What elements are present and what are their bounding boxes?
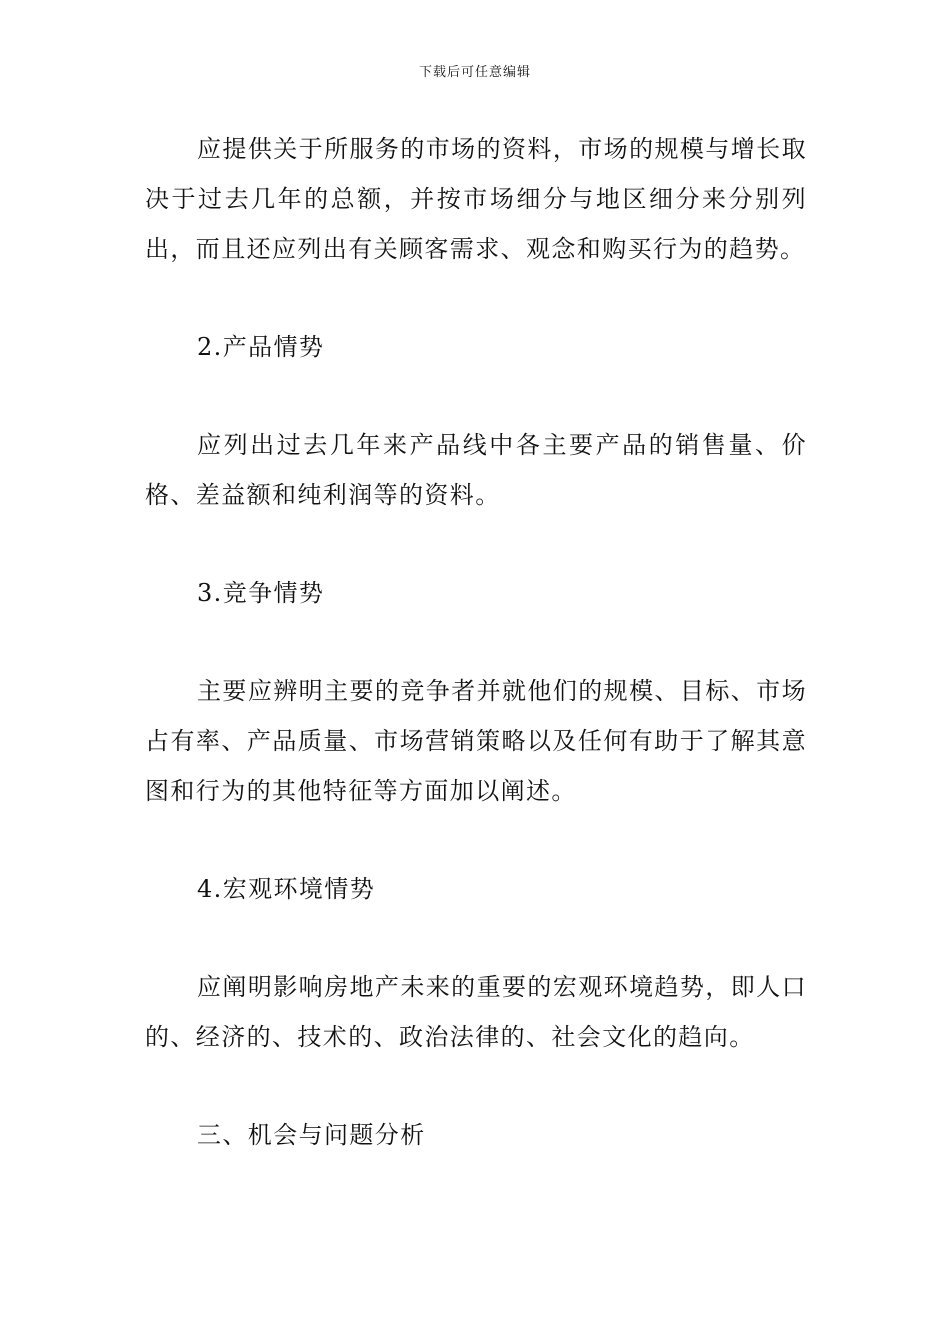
spacer	[145, 372, 807, 420]
spacer	[145, 520, 807, 568]
macro-paragraph: 应阐明影响房地产未来的重要的宏观环境趋势，即人口的、经济的、技术的、政治法律的、社会文化的趋向。	[145, 973, 807, 1051]
spacer	[145, 914, 807, 962]
macro-heading: 4.宏观环境情势	[197, 875, 376, 903]
product-paragraph: 应列出过去几年来产品线中各主要产品的销售量、价格、差益额和纯利润等的资料。	[145, 431, 807, 509]
product-heading: 2.产品情势	[197, 333, 325, 361]
document-body	[145, 124, 807, 1160]
spacer	[145, 1062, 807, 1110]
spacer	[145, 274, 807, 322]
market-paragraph: 应提供关于所服务的市场的资料，市场的规模与增长取决于过去几年的总额，并按市场细分与地区细分来分别列出，而且还应列出有关顾客需求、观念和购买行为的趋势。	[145, 135, 807, 263]
section3-heading: 三、机会与问题分析	[197, 1121, 426, 1149]
competition-heading: 3.竞争情势	[197, 579, 325, 607]
spacer	[145, 618, 807, 666]
competition-paragraph: 主要应辨明主要的竞争者并就他们的规模、目标、市场占有率、产品质量、市场营销策略以及任何有助于了解其意图和行为的其他特征等方面加以阐述。	[145, 677, 807, 805]
page-header: 下载后可任意编辑	[418, 65, 531, 80]
spacer	[145, 816, 807, 864]
